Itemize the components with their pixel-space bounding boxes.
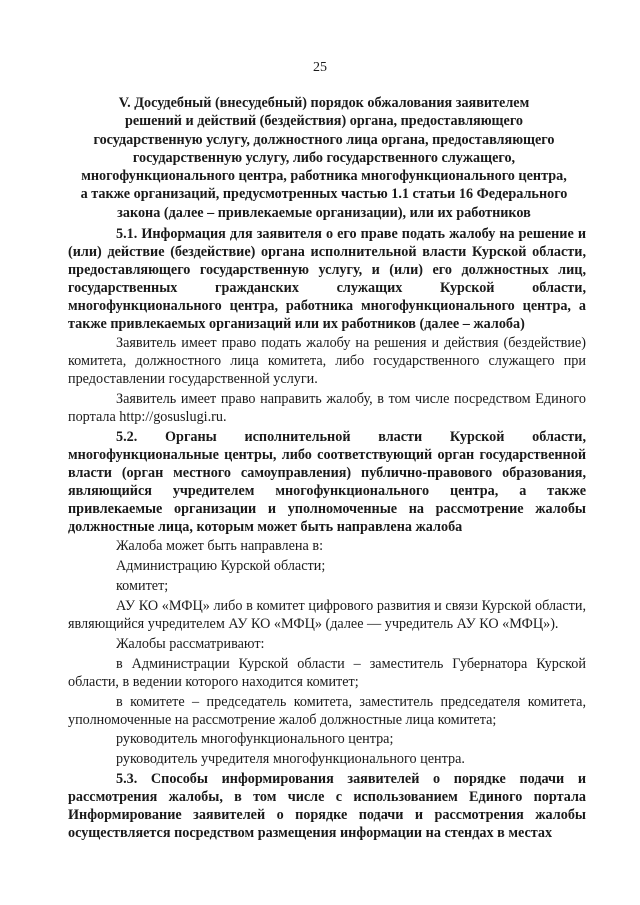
section-title-line: закона (далее – привлекаемые организации), или их работников [117, 204, 531, 221]
list-item: руководитель многофункционального центра; [116, 731, 394, 748]
section-title-line: государственную услугу, должностного лица органа, предоставляющего [93, 131, 555, 148]
list-item: в комитете – председатель комитета, заместитель председателя комитета, уполномоченные на рассмотрение жалоб должностные лица комитета; [68, 693, 586, 728]
section-title-line: государственную услугу, либо государственного служащего, [132, 149, 516, 166]
document-body [68, 226, 586, 843]
page-number: 25 [313, 60, 327, 75]
section-title-line: решений и действий (бездействия) органа, предоставляющего [124, 113, 524, 130]
section-title [62, 94, 586, 222]
list-item: руководитель учредителя многофункционального центра. [116, 751, 465, 768]
list-item: комитет; [116, 578, 169, 595]
paragraph: Заявитель имеет право направить жалобу, в том числе посредством Единого портала http://gosuslugi.ru. [68, 391, 586, 426]
list-item: Администрацию Курской области; [116, 558, 326, 575]
list-item: Жалобы рассматривают: [116, 635, 265, 652]
paragraph: Заявитель имеет право подать жалобу на решения и действия (бездействие) комитета, должностного лица комитета, либо государственного служащего при предоставлении государственной услуги. [68, 335, 586, 388]
list-item: Жалоба может быть направлена в: [116, 538, 324, 555]
subsection-5-1-heading: 5.1. Информация для заявителя о его праве подать жалобу на решение и (или) действие (бездействие) органа исполнительной власти Курской области, предоставляющего государственную услугу, и (или) его должностных лиц, государственных гражданских служащих Курской области, многофункционального центра, работника многофункционального центра, а также привлекаемых организаций или их работников (далее – жалоба) [68, 226, 586, 332]
subsection-5-3-heading: 5.3. Способы информирования заявителей о порядке подачи и рассмотрения жалобы, в том числе с использованием Единого портала Информирование заявителей о порядке подачи и рассмотрения жалобы осуществляется посредством размещения информации на стендах в местах [68, 771, 586, 841]
section-title-line: многофункционального центра, работника многофункционального центра, [81, 168, 567, 185]
list-item: АУ КО «МФЦ» либо в комитет цифрового развития и связи Курской области, являющийся учредителем АУ КО «МФЦ» (далее — учредитель АУ КО «МФЦ»). [68, 598, 586, 633]
section-title-line: V. Досудебный (внесудебный) порядок обжалования заявителем [118, 95, 530, 111]
list-item: в Администрации Курской области – заместитель Губернатора Курской области, в ведении которого находится комитет; [68, 655, 586, 690]
section-title-line: а также организаций, предусмотренных частью 1.1 статьи 16 Федерального [80, 186, 568, 203]
subsection-5-2-heading: 5.2. Органы исполнительной власти Курской области, многофункциональные центры, либо соответствующий орган государственной власти (орган местного самоуправления) публично-правового образования, являющийся учредителем многофункционального центра, а также привлекаемые организации и уполномоченные на рассмотрение жалобы должностные лица, которым может быть направлена жалоба [68, 428, 586, 535]
